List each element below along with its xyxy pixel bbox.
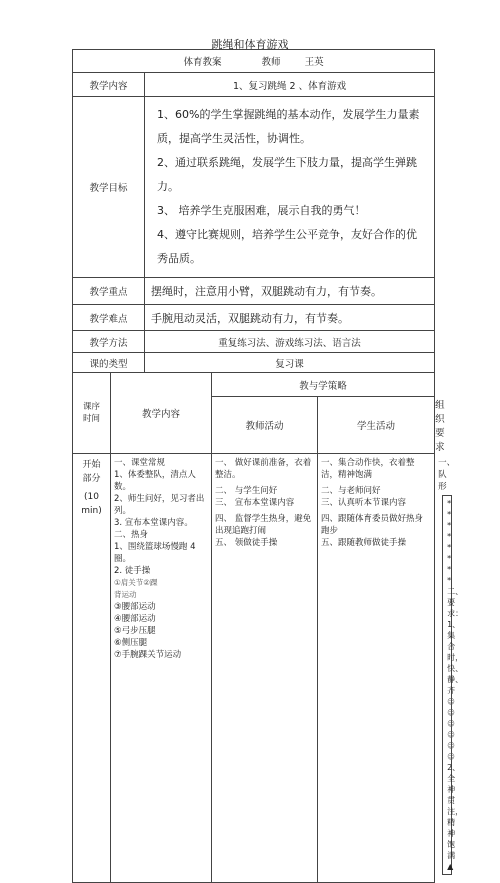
teacher-activities-cell [212,454,318,883]
student-activities-cell [318,454,435,883]
teacher-activity: 二、 与学生问好 [215,486,278,496]
content-line: ④腰部运动 [114,614,156,624]
phase-name: 开始部分 [82,460,101,484]
teacher-activity: 三、 宣布本堂课内容 [215,498,295,508]
plan-label: 体育教案 [183,57,222,68]
lesson-type-row [73,353,435,373]
phase-row: 开始部分 (10 min) 一、课堂常规 1、体委整队，清点人数。 2、师生问好，见习者出列。 3. 宣布本堂课内容。 二、热身 1、围绕篮球场慢跑 4圈。 2. 徒手操 ①肩关节②踝 背运动 ③腰部运动 ④腰部运动 ⑤弓步压腿 ⑥侧压腿 ⑦手腕踝关节运动 一、 做好课前准备，衣着整洁。 二、 与学生问好 三、 宣布本堂课内容 四、 监督学生热身，避免出现追跑打闹 五、 领做徒手操 一、集合动作快，衣着整洁，精神饱满 二、与老师问好 三、认真听本节课内容 四、跟随体育委员做好热身跑步 五、跟随教师做徒手操 一、队形 * * * * * * * * 二、要求： 1、集合时，快、静、齐 ☺☺☺☺☺☺ 2、全神贯注，精神饱满 ▲ [73,454,435,883]
order-time-head: 课序时间 [73,373,111,454]
difficulty-row [73,305,435,331]
content-line: ③腰部运动 [114,602,156,612]
content-label: 教学内容 [73,73,145,97]
teacher-label: 教师 [261,57,281,68]
lesson-type-label: 课的类型 [73,353,145,373]
header-row [73,50,435,73]
content-line: 1、围绕篮球场慢跑 4圈。 [114,542,196,564]
content-line: ①肩关节②踝 [114,578,158,587]
student-activity: 三、认真听本节课内容 [321,498,407,508]
content-line: ⑦手腕踝关节运动 [114,650,182,660]
content-head: 教学内容 [111,373,212,454]
strategy-head: 教与学策略 [212,373,435,397]
phase-time: (10 min) [81,492,102,516]
student-activity: 一、集合动作快，衣着整洁，精神饱满 [321,458,415,480]
document-title: 跳绳和体育游戏 [211,38,289,51]
content-line: 2、师生问好，见习者出列。 [114,494,205,516]
goals-row [73,97,435,278]
lesson-type-value: 复习课 [145,353,435,373]
content-line: 背运动 [114,590,137,599]
difficulty-value: 手腕甩动灵活，双腿跳动有力，有节奏。 [145,305,435,331]
student-activity-head: 学生活动 [318,397,435,454]
teacher-activity: 五、 领做徒手操 [215,538,278,548]
content-line: 一、课堂常规 [114,458,166,468]
goals-label: 教学目标 [73,97,145,278]
key-point-value: 摆绳时，注意用小臂，双腿跳动有力，有节奏。 [145,278,435,305]
teacher-activity-head: 教师活动 [212,397,318,454]
teacher-activity: 四、 监督学生热身，避免出现追跑打闹 [215,514,312,536]
content-row [73,73,435,97]
difficulty-label: 教学难点 [73,305,145,331]
teacher-name: 王英 [304,57,324,68]
teacher-activity: 一、 做好课前准备，衣着整洁。 [215,458,312,480]
content-line: ⑤弓步压腿 [114,626,156,636]
content-line: ⑥侧压腿 [114,638,148,648]
method-label: 教学方法 [73,331,145,353]
goal-item: 2、通过联系跳绳，发展学生下肢力量，提高学生弹跳力。 [157,156,417,193]
student-activity: 二、与老师问好 [321,486,381,496]
content-line: 2. 徒手操 [114,566,151,576]
contents-cell [111,454,212,883]
key-point-row [73,278,435,305]
goals-list [145,97,435,278]
phase-cell [73,454,111,883]
content-value: 1、复习跳绳 2 、体育游戏 [145,73,435,97]
goal-item: 3、 培养学生克服困难，展示自我的勇气！ [157,204,366,217]
content-line: 1、体委整队，清点人数。 [114,470,196,492]
content-line: 3. 宣布本堂课内容。 [114,518,193,528]
activity-head-row: 教师活动 学生活动 组织要求 [73,397,435,454]
student-activity: 四、跟随体育委员做好热身跑步 [321,514,424,536]
lesson-plan-table [72,49,464,883]
formation-box: * * * * * * * * 二、要求： 1、集合时，快、静、齐 ☺☺☺☺☺☺ 2、全神贯注，精神饱满 ▲ [442,495,452,875]
student-activity: 五、跟随教师做徒手操 [321,538,407,548]
key-point-label: 教学重点 [73,278,145,305]
method-row [73,331,435,353]
content-line: 二、热身 [114,530,149,540]
strategy-head-row [73,373,435,397]
method-value: 重复练习法、游戏练习法、语言法 [145,331,435,353]
goal-item: 4、遵守比赛规则，培养学生公平竞争，友好合作的优秀品质。 [157,228,417,265]
goal-item: 1、60%的学生掌握跳绳的基本动作，发展学生力量素质，提高学生灵活性，协调性。 [157,108,420,145]
